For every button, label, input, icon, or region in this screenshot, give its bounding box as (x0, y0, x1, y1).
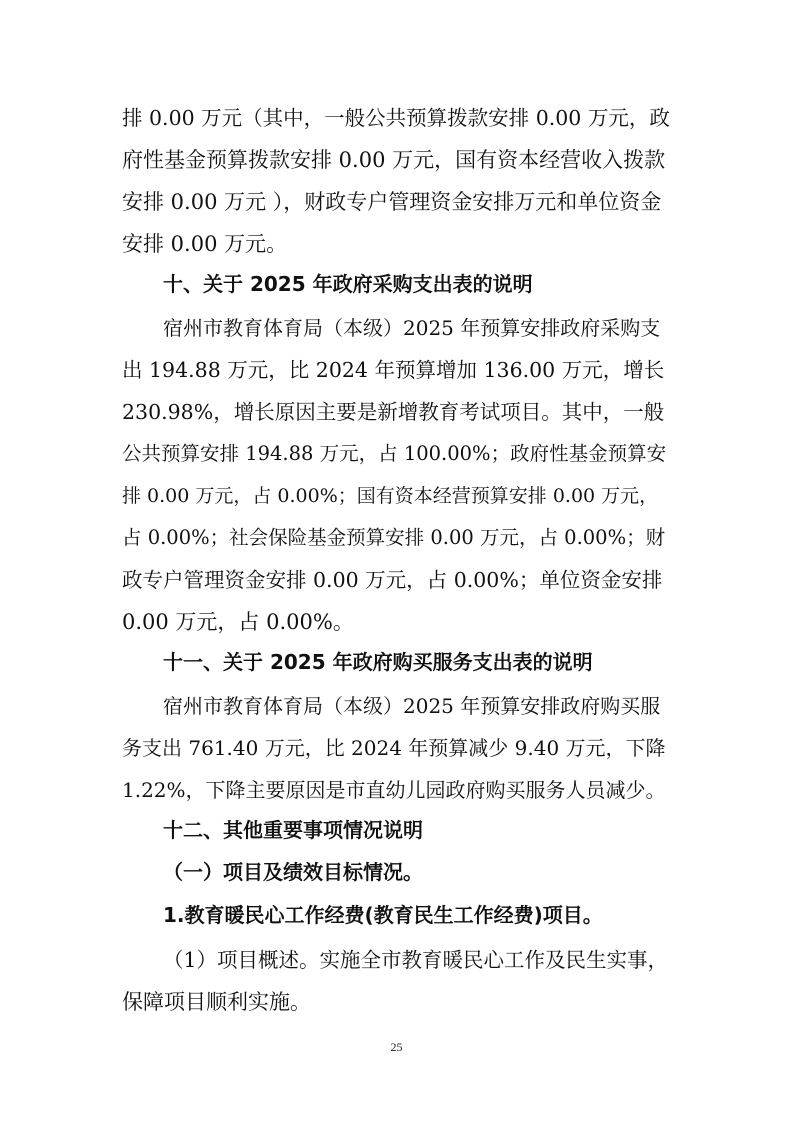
text-line: 1.22%，下降主要原因是市直幼儿园政府购买服务人员减少。 (122, 778, 666, 802)
page-number: 25 (390, 1040, 403, 1054)
text-line: 230.98%，增长原因主要是新增教育考试项目。其中，一般 (122, 400, 665, 424)
text-line: 出 194.88 万元，比 2024 年预算增加 136.00 万元，增长 (122, 358, 665, 382)
text-line: 保障项目顺利实施。 (122, 990, 311, 1014)
subsection-heading: （一）项目及绩效目标情况。 (163, 860, 423, 884)
section-heading: 十、关于 2025 年政府采购支出表的说明 (163, 272, 533, 296)
text-line: 宿州市教育体育局（本级）2025 年预算安排政府采购支 (163, 316, 661, 340)
text-line: 公共预算安排 194.88 万元，占 100.00%；政府性基金预算安 (122, 442, 667, 465)
text-line: 府性基金预算拨款安排 0.00 万元，国有资本经营收入拨款 (122, 148, 666, 172)
section-heading: 十二、其他重要事项情况说明 (163, 818, 423, 842)
text-line: 排 0.00 万元（其中，一般公共预算拨款安排 0.00 万元，政 (122, 106, 670, 130)
text-line: 政专户管理资金安排 0.00 万元，占 0.00%；单位资金安排 (122, 568, 663, 592)
section-heading: 十一、关于 2025 年政府购买服务支出表的说明 (163, 650, 593, 674)
text-line: （1）项目概述。实施全市教育暖民心工作及民生实事， (163, 948, 669, 972)
text-line: 0.00 万元，占 0.00%。 (122, 610, 354, 634)
text-line: 占 0.00%；社会保险基金预算安排 0.00 万元，占 0.00%；财 (122, 526, 666, 549)
text-line: 宿州市教育体育局（本级）2025 年预算安排政府购买服 (163, 694, 661, 718)
text-line: 务支出 761.40 万元，比 2024 年预算减少 9.40 万元，下降 (122, 736, 666, 760)
item-heading: 1.教育暖民心工作经费(教育民生工作经费)项目。 (163, 903, 603, 927)
text-line: 安排 0.00 万元 ），财政专户管理资金安排万元和单位资金 (122, 190, 662, 214)
text-line: 安排 0.00 万元。 (122, 232, 288, 256)
text-line: 排 0.00 万元，占 0.00%；国有资本经营预算安排 0.00 万元， (122, 485, 659, 507)
